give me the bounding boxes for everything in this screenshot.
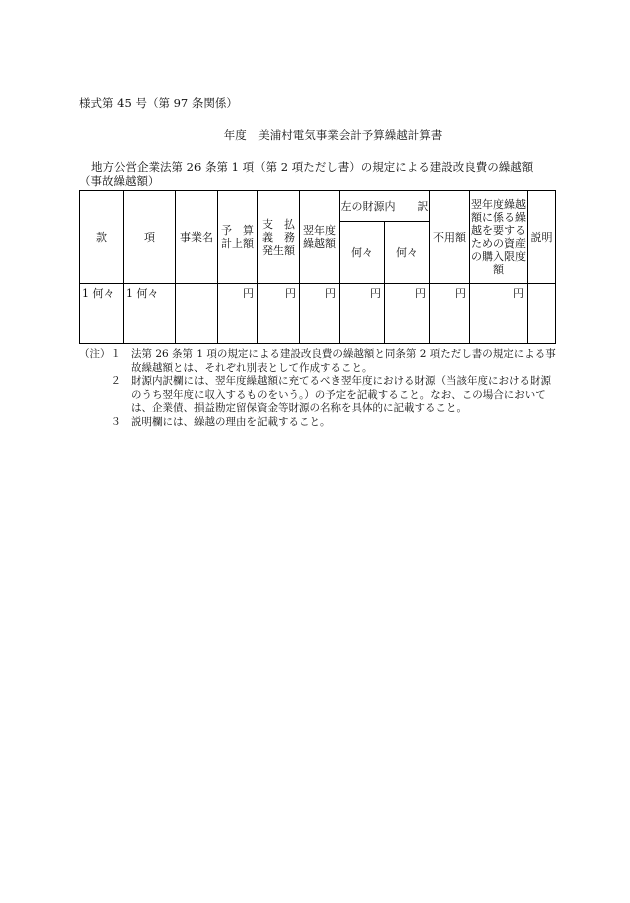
note-text: 法第 26 条第 1 項の規定による建設改良費の繰越額と同条第 2 項ただし書の規定による事故繰越額とは、それぞれ別表として作成すること。 — [131, 348, 556, 374]
cell-zaigen-col1: 円 — [340, 284, 385, 344]
notes — [79, 348, 559, 429]
header-shiharai-gimu: 支 払義 務発生額 — [258, 191, 300, 284]
cell-jigyou-mei — [176, 284, 218, 344]
page-title: 年度 美浦村電気事業会計予算繰越計算書 — [223, 128, 443, 142]
cell-yosan-keijougaku: 円 — [218, 284, 258, 344]
cell-zaigen-col2: 円 — [385, 284, 430, 344]
header-zaigen-group: 左の財源内 訳 — [340, 191, 430, 222]
header-jigyou-mei: 事業名 — [176, 191, 218, 284]
header-fuyougaku: 不用額 — [430, 191, 470, 284]
note-item — [79, 375, 559, 416]
cell-setsumei — [528, 284, 556, 344]
cell-kounyu-gendogaku: 円 — [470, 284, 528, 344]
header-kounyu-gendogaku: 翌年度繰越額に係る繰越を要するための資産の購入限度額 — [470, 191, 528, 284]
intro-line-1: 地方公営企業法第 26 条第 1 項（第 2 項ただし書）の規定による建設改良費の繰越額 — [91, 160, 534, 174]
note-label: ３ — [110, 415, 121, 428]
header-yosan-keijougaku: 予 算計上額 — [218, 191, 258, 284]
intro-line-2: （事故繰越額） — [79, 174, 160, 188]
note-item — [79, 348, 559, 375]
cell-shiharai-gimu: 円 — [258, 284, 300, 344]
note-item — [79, 416, 559, 430]
header-kou: 項 — [124, 191, 176, 284]
note-text: 説明欄には、繰越の理由を記載すること。 — [131, 415, 331, 428]
header-setsumei: 説明 — [528, 191, 556, 284]
cell-kan: 1 何々 — [80, 284, 124, 344]
cell-kou: 1 何々 — [124, 284, 176, 344]
header-zaigen-col1: 何々 — [340, 222, 385, 284]
note-label: ２ — [110, 375, 121, 387]
intro-text — [79, 160, 559, 188]
header-yokunendo-kurikoshigaku: 翌年度繰越額 — [300, 191, 340, 284]
form-number: 様式第 45 号（第 97 条関係） — [79, 96, 238, 110]
header-kan: 款 — [80, 191, 124, 284]
note-text: 財源内訳欄には、翌年度繰越額に充てるべき翌年度における財源（当該年度における財源のうち翌年度に収入するものをいう。）の予定を記載すること。なお、この場合においては、企業債、損益勘定留保資金等財源の名称を具体的に記載すること。 — [131, 375, 551, 414]
cell-yokunendo-kurikoshigaku: 円 — [300, 284, 340, 344]
table-row — [80, 284, 556, 344]
cell-fuyougaku: 円 — [430, 284, 470, 344]
carryover-table — [79, 190, 556, 344]
header-zaigen-col2: 何々 — [385, 222, 430, 284]
note-label: （注）１ — [79, 348, 121, 360]
